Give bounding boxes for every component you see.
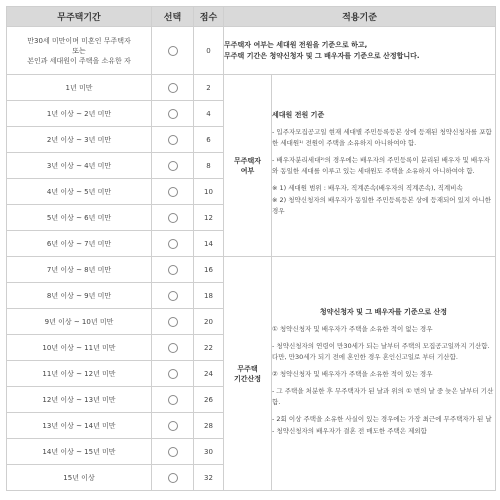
criteria-item: ② 청약신청자 및 배우자가 주택을 소유한 적이 있는 경우 [272,369,433,378]
select-cell [152,205,194,231]
select-cell [152,309,194,335]
criteria-note: ※ 1) 세대원 범위 : 배우자, 직계존속(배우자의 직계존속), 직계비속 [272,184,463,192]
select-radio[interactable] [168,109,178,119]
header-score: 점수 [194,7,224,27]
section-label-line: 기간산정 [233,374,262,383]
period-line: 만30세 미만이며 미혼인 무주택자 [27,36,131,45]
criteria-item: - 청약신청자의 배우자가 결혼 전 매도한 주택은 제외함 [272,426,427,435]
select-cell [152,439,194,465]
score-cell: 24 [194,361,224,387]
period-cell: 1년 미만 [7,75,152,101]
period-cell: 4년 이상 ~ 5년 미만 [7,179,152,205]
section-title: 청약신청자 및 그 배우자를 기준으로 산정 [319,307,448,316]
score-cell: 14 [194,231,224,257]
criteria-summary [224,27,496,75]
section-content-ownership [272,75,496,257]
select-radio[interactable] [168,369,178,379]
score-cell: 26 [194,387,224,413]
period-cell: 14년 이상 ~ 15년 미만 [7,439,152,465]
select-cell [152,27,194,75]
score-cell: 30 [194,439,224,465]
score-cell: 0 [194,27,224,75]
section-title: 세대원 전원 기준 [272,111,325,119]
select-cell [152,101,194,127]
criteria-item: - 2회 이상 주택을 소유한 사실이 있는 경우에는 가장 최근에 무주택자가 된 날 [272,414,492,423]
select-radio[interactable] [168,265,178,275]
period-cell: 10년 이상 ~ 11년 미만 [7,335,152,361]
select-radio[interactable] [168,83,178,93]
score-cell: 8 [194,153,224,179]
section-label-line: 무주택 [237,364,258,373]
table-row [7,257,496,283]
select-radio[interactable] [168,161,178,171]
select-cell [152,387,194,413]
period-cell: 2년 이상 ~ 3년 미만 [7,127,152,153]
period-cell: 13년 이상 ~ 14년 미만 [7,413,152,439]
period-cell: 7년 이상 ~ 8년 미만 [7,257,152,283]
select-radio[interactable] [168,291,178,301]
section-label-ownership [224,75,272,257]
table-row [7,75,496,101]
select-radio[interactable] [168,239,178,249]
criteria-item: ① 청약신청자 및 배우자가 주택을 소유한 적이 없는 경우 [272,324,433,333]
select-cell [152,231,194,257]
criteria-item: - 입주자모집공고일 현재 세대별 주민등록등본 상에 등재된 청약신청자를 포함한 세대원¹⁾ 전원이 주택을 소유하지 아니하여야 함. [272,128,492,147]
period-cell: 6년 이상 ~ 7년 미만 [7,231,152,257]
section-content-period [272,257,496,491]
select-radio[interactable] [168,317,178,327]
header-period: 무주택기간 [7,7,152,27]
period-cell: 9년 이상 ~ 10년 미만 [7,309,152,335]
criteria-note: ※ 2) 청약신청자의 배우자가 동일한 주민등록등본 상에 등재되어 있지 아니한 경우 [272,196,492,215]
select-cell [152,361,194,387]
period-cell: 5년 이상 ~ 6년 미만 [7,205,152,231]
homeless-period-score-table [6,6,496,491]
select-cell [152,75,194,101]
period-cell: 11년 이상 ~ 12년 미만 [7,361,152,387]
select-radio[interactable] [168,447,178,457]
score-cell: 6 [194,127,224,153]
select-cell [152,257,194,283]
select-cell [152,127,194,153]
score-cell: 28 [194,413,224,439]
period-line: 또는 [72,46,86,55]
select-radio[interactable] [168,213,178,223]
select-radio[interactable] [168,46,178,56]
header-select: 선택 [152,7,194,27]
select-cell [152,179,194,205]
select-radio[interactable] [168,135,178,145]
period-cell [7,27,152,75]
period-cell: 1년 이상 ~ 2년 미만 [7,101,152,127]
header-criteria: 적용기준 [224,7,496,27]
select-radio[interactable] [168,343,178,353]
criteria-item: - 그 주택을 처분한 후 무주택자가 된 날과 위의 ① 번의 날 중 늦은 날부터 기산함. [272,386,494,406]
score-cell: 32 [194,465,224,491]
select-cell [152,335,194,361]
section-label-line: 무주택자 [233,156,262,165]
select-radio[interactable] [168,395,178,405]
criteria-item: - 배우자분리세대²⁾의 경우에는 배우자의 주민등록이 분리된 배우자 및 배우자와 동일한 세대를 이루고 있는 세대원도 주택을 소유하지 아니하여야 함. [272,156,490,175]
section-label-period [224,257,272,491]
score-cell: 18 [194,283,224,309]
period-cell: 12년 이상 ~ 13년 미만 [7,387,152,413]
criteria-item: - 청약신청자의 연령이 만30세가 되는 날부터 주택의 모집공고일까지 기산함. 다만, 만30세가 되기 전에 혼인한 경우 혼인신고일로 부터 기산함. [272,341,490,361]
score-cell: 22 [194,335,224,361]
period-cell: 15년 이상 [7,465,152,491]
select-radio[interactable] [168,421,178,431]
score-cell: 4 [194,101,224,127]
score-cell: 12 [194,205,224,231]
criteria-summary-line-1: 무주택자 여부는 세대원 전원을 기준으로 하고, [224,40,368,49]
section-label-line: 여부 [240,166,255,175]
score-cell: 20 [194,309,224,335]
period-cell: 3년 이상 ~ 4년 미만 [7,153,152,179]
select-cell [152,413,194,439]
select-cell [152,465,194,491]
score-cell: 2 [194,75,224,101]
select-radio[interactable] [168,187,178,197]
select-radio[interactable] [168,473,178,483]
period-line: 본인과 세대원이 주택을 소유한 자 [27,56,131,65]
criteria-summary-line-2: 무주택 기간은 청약신청자 및 그 배우자를 기준으로 산정합니다. [224,51,420,60]
select-cell [152,283,194,309]
table-row [7,27,496,75]
table-header-row [7,7,496,27]
period-cell: 8년 이상 ~ 9년 미만 [7,283,152,309]
score-cell: 16 [194,257,224,283]
score-cell: 10 [194,179,224,205]
select-cell [152,153,194,179]
